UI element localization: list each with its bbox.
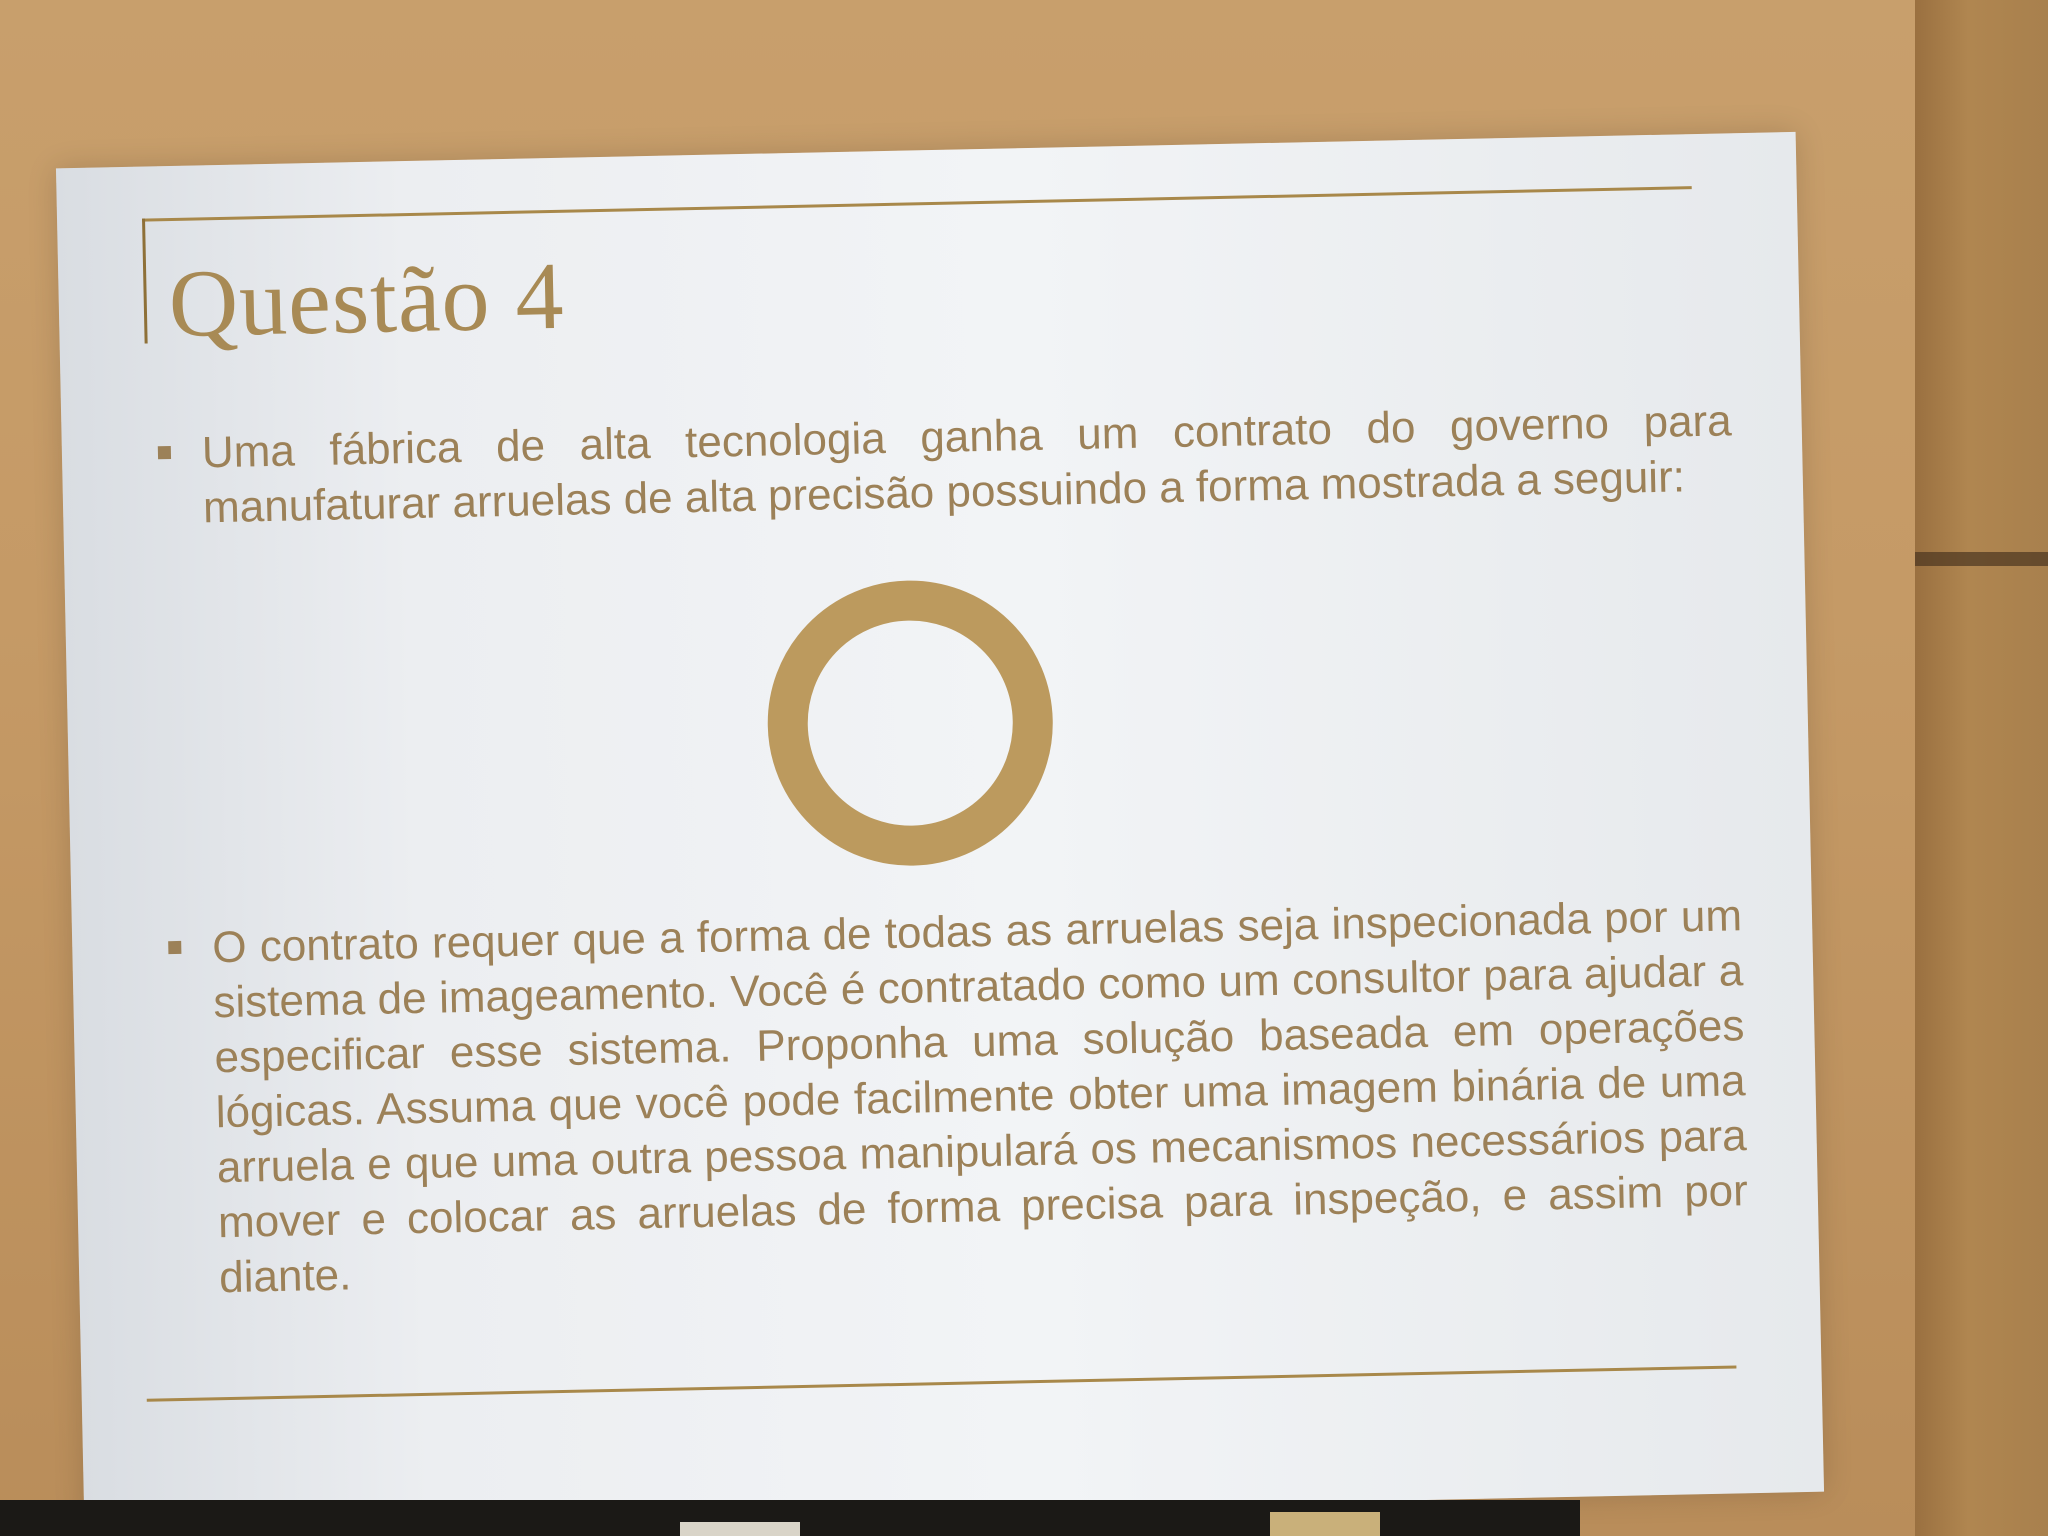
bullet-item <box>212 888 1750 1305</box>
projector-part <box>680 1522 800 1536</box>
projection-screen <box>56 132 1824 1528</box>
bullet-square-icon <box>158 446 171 459</box>
bullet-text: O contrato requer que a forma de todas as arruelas seja inspecionada por um sistema de imageamento. Você é contratado como um consultor para ajudar a especificar esse sistema. Proponha uma solução baseada em operações lógicas. Assuma que você pode facilmente obter uma imagem binária de uma arruela e que uma outra pessoa manipulará os mecanismos necessários para mover e colocar as arruelas de forma precisa para inspeção, e assim por diante. <box>211 891 1749 1303</box>
bullet-square-icon <box>168 941 181 954</box>
wall-right <box>1915 0 2048 1536</box>
bottom-rule <box>147 1365 1737 1401</box>
title-frame-left-line <box>142 219 148 344</box>
bullet-text: Uma fábrica de alta tecnologia ganha um contrato do governo para manufaturar arruelas de alta precisão possuindo a forma mostrada a seguir: <box>201 396 1733 533</box>
projector-part <box>1270 1512 1380 1536</box>
washer-ring-figure <box>765 578 1056 869</box>
title-frame-top-line <box>142 186 1692 221</box>
wall-seam <box>1915 552 2048 566</box>
slide-title: Questão 4 <box>167 241 566 358</box>
bullet-item <box>201 393 1733 535</box>
